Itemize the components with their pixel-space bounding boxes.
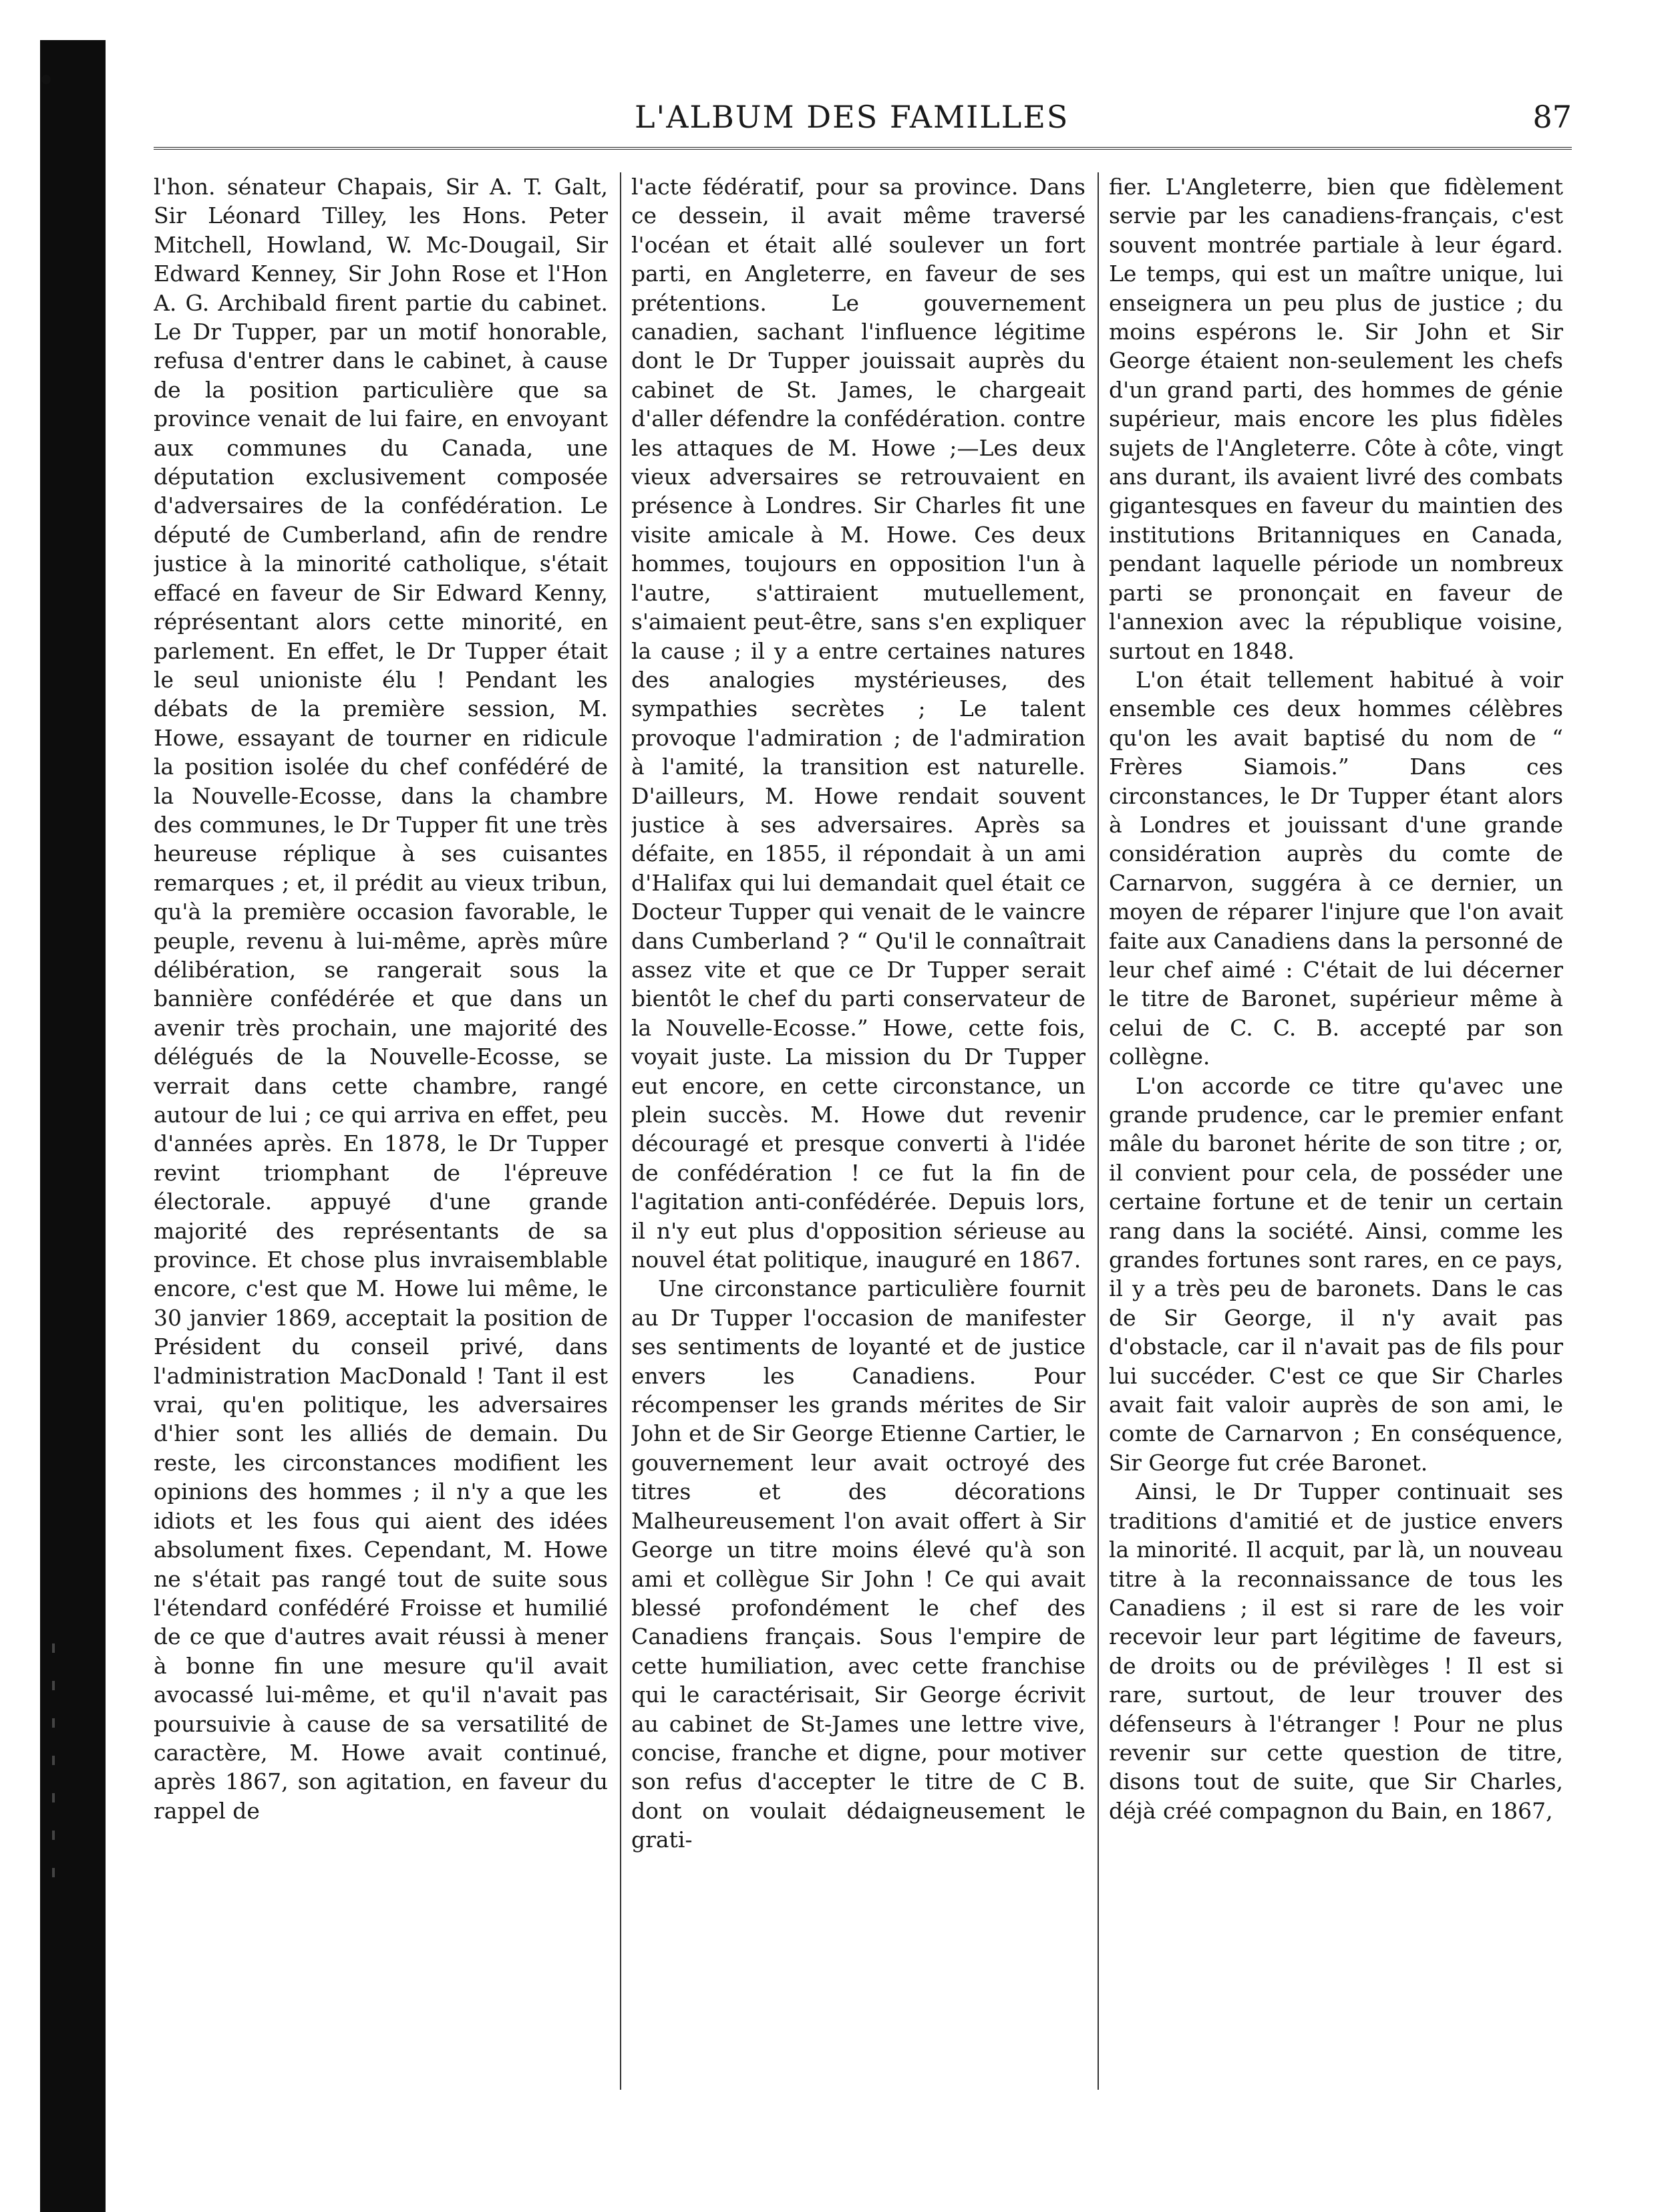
binding-dot	[41, 75, 51, 84]
column-1	[154, 172, 608, 2090]
paragraph: l'hon. sénateur Chapais, Sir A. T. Galt, Sir Léonard Tilley, les Hons. Peter Mitchell, Howland, W. Mc-Dougail, Sir Edward Kenney, Sir John Rose et l'Hon A. G. Archibald firent partie du cabinet. Le Dr Tupper, par un motif honorable, refusa d'entrer dans le cabinet, à cause de la position particulière que sa province venait de lui faire, en envoyant aux communes du Canada, une députation exclusivement composée d'adversaires de la confédération. Le député de Cumberland, afin de rendre justice à la minorité catholique, s'était effacé en faveur de Sir Edward Kenny, réprésentant alors cette minorité, en parlement. En effet, le Dr Tupper était le seul unioniste élu ! Pendant les débats de la première session, M. Howe, essayant de tourner en ridicule la position isolée du chef confédéré de la Nouvelle-Ecosse, dans la chambre des communes, le Dr Tupper fit une très heureuse réplique à ses cuisantes remarques ; et, il prédit au vieux tribun, qu'à la première occasion favorable, le peuple, revenu à lui-même, après mûre délibération, se rangerait sous la bannière confédérée et que dans un avenir très prochain, une majorité des délégués de la Nouvelle-Ecosse, se verrait dans cette chambre, rangé autour de lui ; ce qui arriva en effet, peu d'années après. En 1878, le Dr Tupper revint triomphant de l'épreuve électorale. appuyé d'une grande majorité des représentants de sa province. Et chose plus invraisemblable encore, c'est que M. Howe lui même, le 30 janvier 1869, acceptait la position de Président du conseil privé, dans l'administration MacDonald ! Tant il est vrai, qu'en politique, les adversaires d'hier sont les alliés de demain. Du reste, les circonstances modifient les opinions des hommes ; il n'y a que les idiots et les fous qui aient des idées absolument fixes. Cependant, M. Howe ne s'était pas rangé tout de suite sous l'étendard confédéré Froisse et humilié de ce que d'autres avait réussi à mener à bonne fin une mesure qu'il avait avocassé lui-même, et qu'il n'avait pas poursuivie à cause de sa versatilité de caractère, M. Howe avait continué, après 1867, son agitation, en faveur du rappel de	[154, 174, 608, 1824]
header-rule	[154, 147, 1572, 150]
margin-ticks	[48, 1643, 61, 1924]
column-3	[1109, 172, 1563, 2090]
page-header	[601, 99, 1572, 139]
paragraph: Une circonstance particulière fournit au Dr Tupper l'occasion de manifester ses sentiments de loyanté et de justice envers les Canadiens. Pour récompenser les grands mérites de Sir John et de Sir George Etienne Cartier, le gouvernement leur avait octroyé des titres et des décorations Malheureusement l'on avait offert à Sir George un titre moins élevé qu'à son ami et collègue Sir John ! Ce qui avait blessé profondément le chef des Canadiens français. Sous l'empire de cette humiliation, avec cette franchise qui le caractérisait, Sir George écrivit au cabinet de St-James une lettre vive, concise, franche et digne, pour motiver son refus d'accepter le titre de C B. dont on voulait dédaigneusement le grati-	[631, 1275, 1085, 1853]
column-divider	[1098, 172, 1099, 2090]
paragraph: fier. L'Angleterre, bien que fidèlement servie par les canadiens-français, c'est souvent montrée partiale à leur égard. Le temps, qui est un maître unique, lui enseignera un peu plus de justice ; du moins espérons le. Sir John et Sir George étaient non-seulement les chefs d'un grand parti, des hommes de génie supérieur, mais encore les plus fidèles sujets de l'Angleterre. Côte à côte, vingt ans durant, ils avaient livré des combats gigantesques en faveur du maintien des institutions Britanniques en Canada, pendant laquelle période un nombreux parti se prononçait en faveur de l'annexion avec la république voisine, surtout en 1848.	[1109, 174, 1563, 664]
paragraph: Ainsi, le Dr Tupper continuait ses traditions d'amitié et de justice envers la minorité. Il acquit, par là, un nouveau titre à la reconnaissance de tous les Canadiens ; il est si rare de les voir recevoir leur part légitime de faveurs, de droits ou de prévilèges ! Il est si rare, surtout, de leur trouver des défenseurs à l'étranger ! Pour ne plus revenir sur cette question de titre, disons tout de suite, que Sir Charles, déjà créé compagnon du Bain, en 1867,	[1109, 1478, 1563, 1824]
column-divider	[620, 172, 621, 2090]
column-2	[631, 172, 1085, 2090]
paragraph: L'on accorde ce titre qu'avec une grande prudence, car le premier enfant mâle du baronet hérite de son titre ; or, il convient pour cela, de posséder une certaine fortune et de tenir un certain rang dans la société. Ainsi, comme les grandes fortunes sont rares, en ce pays, il y a très peu de baronets. Dans le cas de Sir George, il n'y avait pas d'obstacle, car il n'avait pas de fils pour lui succéder. C'est ce que Sir Charles avait fait valoir auprès de son ami, le comte de Carnarvon ; En conséquence, Sir George fut crée Baronet.	[1109, 1072, 1563, 1476]
page-number: 87	[1532, 99, 1572, 135]
paragraph: l'acte fédératif, pour sa province. Dans ce dessein, il avait même traversé l'océan et était allé soulever un fort parti, en Angleterre, en faveur de ses prétentions. Le gouvernement canadien, sachant l'influence légitime dont le Dr Tupper jouissait auprès du cabinet de St. James, le chargeait d'aller défendre la confédération. contre les attaques de M. Howe ;—Les deux vieux adversaires se retrouvaient en présence à Londres. Sir Charles fit une visite amicale à M. Howe. Ces deux hommes, toujours en opposition l'un à l'autre, s'attiraient mutuellement, s'aimaient peut-être, sans s'en expliquer la cause ; il y a entre certaines natures des analogies mystérieuses, des sympathies secrètes ; Le talent provoque l'admiration ; de l'admiration à l'amité, la transition est naturelle. D'ailleurs, M. Howe rendait souvent justice à ses adversaires. Après sa défaite, en 1855, il répondait à un ami d'Halifax qui lui demandait quel était ce Docteur Tupper qui venait de le vaincre dans Cumberland ? “ Qu'il le connaîtrait assez vite et que ce Dr Tupper serait bientôt le chef du parti conservateur de la Nouvelle-Ecosse.” Howe, cette fois, voyait juste. La mission du Dr Tupper eut encore, en cette circonstance, un plein succès. M. Howe dut revenir découragé et presque converti à l'idée de confédération ! ce fut la fin de l'agitation anti-confédérée. Depuis lors, il n'y eut plus d'opposition sérieuse au nouvel état politique, inauguré en 1867.	[631, 174, 1085, 1273]
paragraph: L'on était tellement habitué à voir ensemble ces deux hommes célèbres qu'on les avait baptisé du nom de “ Frères Siamois.” Dans ces circonstances, le Dr Tupper étant alors à Londres et jouissant d'une grande considération auprès du comte de Carnarvon, suggéra à ce dernier, un moyen de réparer l'injure que l'on avait faite aux Canadiens dans la personné de leur chef aimé : C'était de lui décerner le titre de Baronet, supérieur même à celui de C. C. B. accepté par son collègne.	[1109, 666, 1563, 1070]
running-title: L'ALBUM DES FAMILLES	[635, 99, 1069, 135]
text-columns	[154, 172, 1563, 2090]
